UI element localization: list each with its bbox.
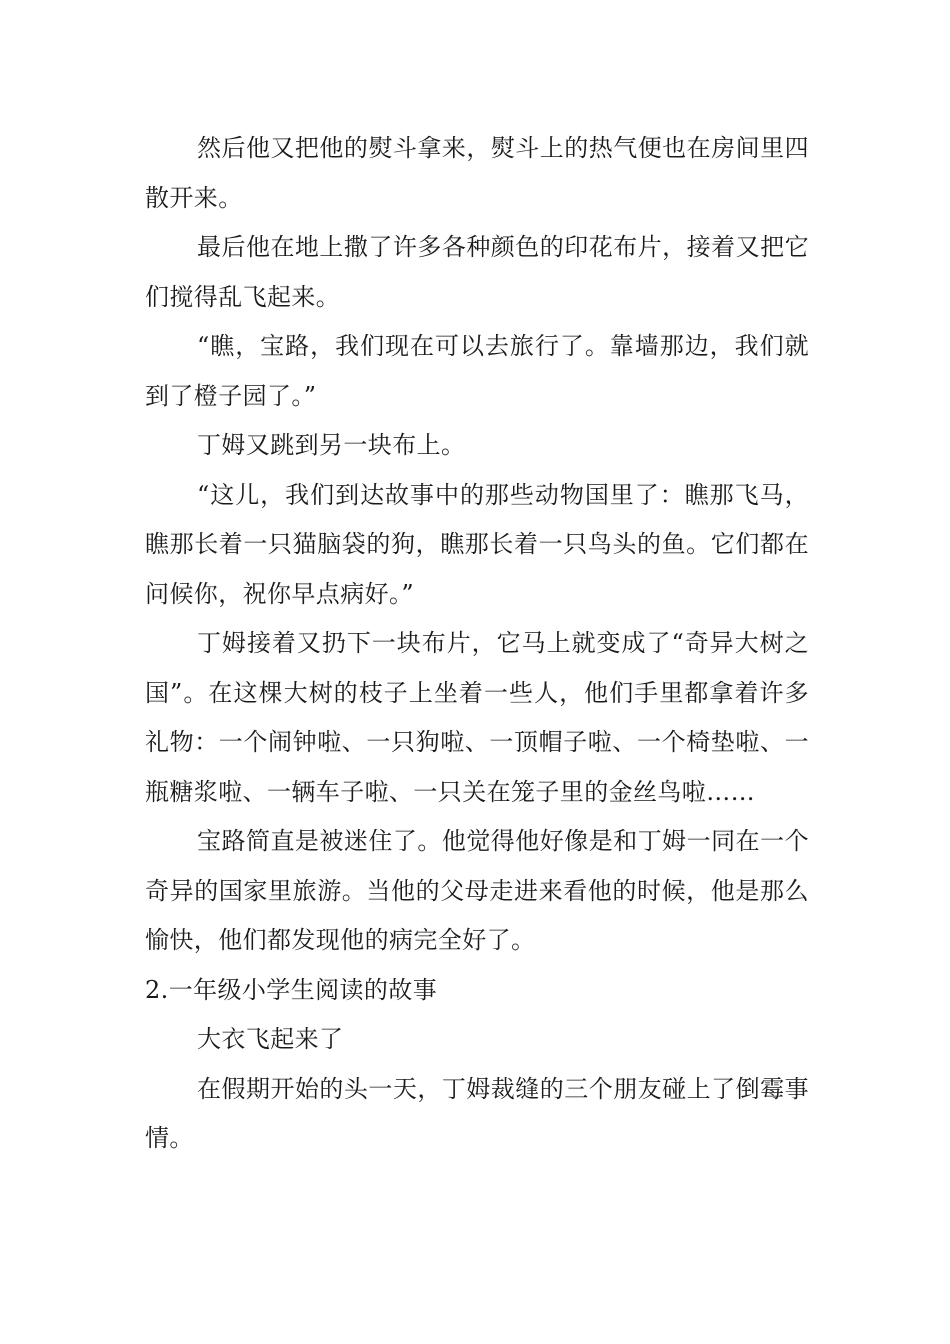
paragraph-holiday-start: 在假期开始的头一天，丁姆裁缝的三个朋友碰上了倒霉事情。 [145, 1074, 809, 1152]
story-title: 大衣飞起来了 [197, 1025, 344, 1053]
paragraph-jump: 丁姆又跳到另一块布上。 [197, 431, 466, 459]
section-heading: 2.一年级小学生阅读的故事 [145, 975, 438, 1004]
paragraph-strange-tree: 丁姆接着又扔下一块布片，它马上就变成了“奇异大树之国”。在这棵大树的枝子上坐着一些人，他们手里都拿着许多礼物：一个闹钟啦、一只狗啦、一顶帽子啦、一个椅垫啦、一瓶糖浆啦、一辆车子啦、一只关在笼子里的金丝鸟啦…… [145, 629, 809, 806]
paragraph-cloth-pieces: 最后他在地上撒了许多各种颜色的印花布片，接着又把它们搅得乱飞起来。 [145, 233, 809, 311]
paragraph-orange-garden: “瞧，宝路，我们现在可以去旅行了。靠墙那边，我们就到了橙子园了。” [145, 332, 809, 410]
document-body [145, 124, 809, 1164]
paragraph-recovery: 宝路简直是被迷住了。他觉得他好像是和丁姆一同在一个奇异的国家里旅游。当他的父母走进来看他的时候，他是那么愉快，他们都发现他的病完全好了。 [145, 827, 809, 954]
paragraph-animal-kingdom: “这儿，我们到达故事中的那些动物国里了：瞧那飞马，瞧那长着一只猫脑袋的狗，瞧那长着一只鸟头的鱼。它们都在问候你，祝你早点病好。” [145, 480, 809, 608]
paragraph-ironing: 然后他又把他的熨斗拿来，熨斗上的热气便也在房间里四散开来。 [145, 134, 809, 212]
